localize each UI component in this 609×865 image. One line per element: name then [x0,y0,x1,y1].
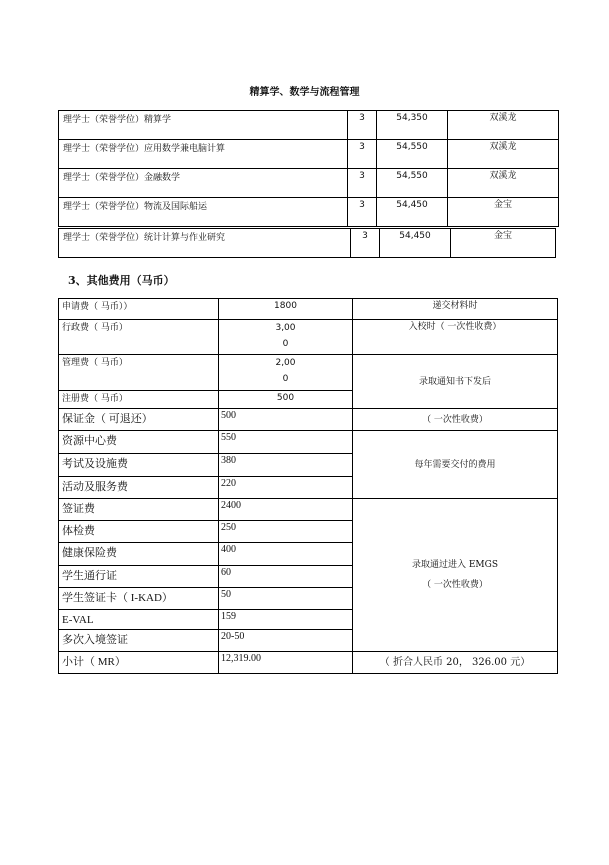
fee-label: 小计（ MR） [59,652,219,674]
fee-label: 资源中心费 [59,431,219,454]
fee-label: 活动及服务费 [59,477,219,499]
fee-value: 500 [219,409,353,431]
fee-label: 体检费 [59,521,219,543]
section-title: 3、其他费用（马币） [68,274,175,287]
program-fee: 54,550 [377,140,448,169]
fee-note [353,499,558,652]
program-years: 3 [351,229,380,258]
fee-label: 管理费（ 马币） [59,355,219,391]
fee-label: E-VAL [59,610,219,630]
fee-value: 1800 [219,299,353,320]
fee-label: 学生通行证 [59,566,219,588]
program-fee: 54,550 [377,169,448,198]
fee-label: 学生签证卡（ I-KAD） [59,588,219,610]
fee-label: 行政费（ 马币） [59,320,219,355]
fee-label: 注册费（ 马币） [59,391,219,409]
program-name: 理学士（荣誉学位）统计计算与作业研究 [59,229,351,258]
program-campus: 金宝 [451,229,556,258]
fee-note: 录取通知书下发后 [353,355,558,409]
table-row [59,140,559,169]
fee-value-line: 3,00 [275,323,296,333]
program-name: 理学士（荣誉学位）物流及国际船运 [59,198,348,227]
fee-value: 250 [219,521,353,543]
program-years: 3 [348,140,377,169]
fee-label: 健康保险费 [59,543,219,566]
fee-value: 12,319.00 [219,652,353,674]
program-name: 理学士（荣誉学位）应用数学兼电脑计算 [59,140,348,169]
program-fee: 54,450 [377,198,448,227]
program-name: 理学士（荣誉学位）金融数学 [59,169,348,198]
fee-value: 20-50 [219,630,353,652]
program-campus: 双溪龙 [448,140,559,169]
program-campus: 金宝 [448,198,559,227]
page-title: 精算学、数学与流程管理 [249,87,360,98]
fee-value: 220 [219,477,353,499]
fee-value: 159 [219,610,353,630]
table-row [59,652,558,674]
fee-value: 60 [219,566,353,588]
fee-note: 入校时（ 一次性收费） [353,320,558,355]
fee-value: 2400 [219,499,353,521]
table-row [59,229,556,258]
program-years: 3 [348,111,377,140]
program-years: 3 [348,198,377,227]
fee-note: 每年需要交付的费用 [353,431,558,499]
table-row [59,355,558,391]
table-row [59,320,558,355]
program-campus: 双溪龙 [448,111,559,140]
program-campus: 双溪龙 [448,169,559,198]
table-row [59,169,559,198]
program-years: 3 [348,169,377,198]
emgs-note-line: 录取通过进入 EMGS [411,560,498,570]
fee-note: 递交材料时 [353,299,558,320]
fee-label: 保证金（ 可退还） [59,409,219,431]
fee-value-line: 2,00 [275,358,296,368]
table-row [59,198,559,227]
fee-value-line: 0 [282,374,289,384]
fee-value: 380 [219,454,353,477]
table-row [59,431,558,454]
fee-value: 550 [219,431,353,454]
table-row [59,499,558,521]
fee-value: 400 [219,543,353,566]
table-row [59,299,558,320]
fee-value [219,320,353,355]
fee-value: 500 [219,391,353,409]
emgs-note-line: （ 一次性收费） [422,580,488,590]
program-fee: 54,450 [380,229,451,258]
table-row [59,409,558,431]
program-table-extra [58,228,556,258]
fee-value-line: 0 [282,339,289,349]
fee-value [219,355,353,391]
fee-label: 签证费 [59,499,219,521]
fee-value: 50 [219,588,353,610]
fees-table [58,298,558,674]
fee-label: 考试及设施费 [59,454,219,477]
table-row [59,111,559,140]
fee-label: 申请费（ 马币）） [59,299,219,320]
program-fee: 54,350 [377,111,448,140]
fee-note: （ 一次性收费） [353,409,558,431]
fee-note: （ 折合人民币 20， 326.00 元） [353,652,558,674]
program-table [58,110,559,227]
fee-label: 多次入境签证 [59,630,219,652]
program-name: 理学士（荣誉学位）精算学 [59,111,348,140]
